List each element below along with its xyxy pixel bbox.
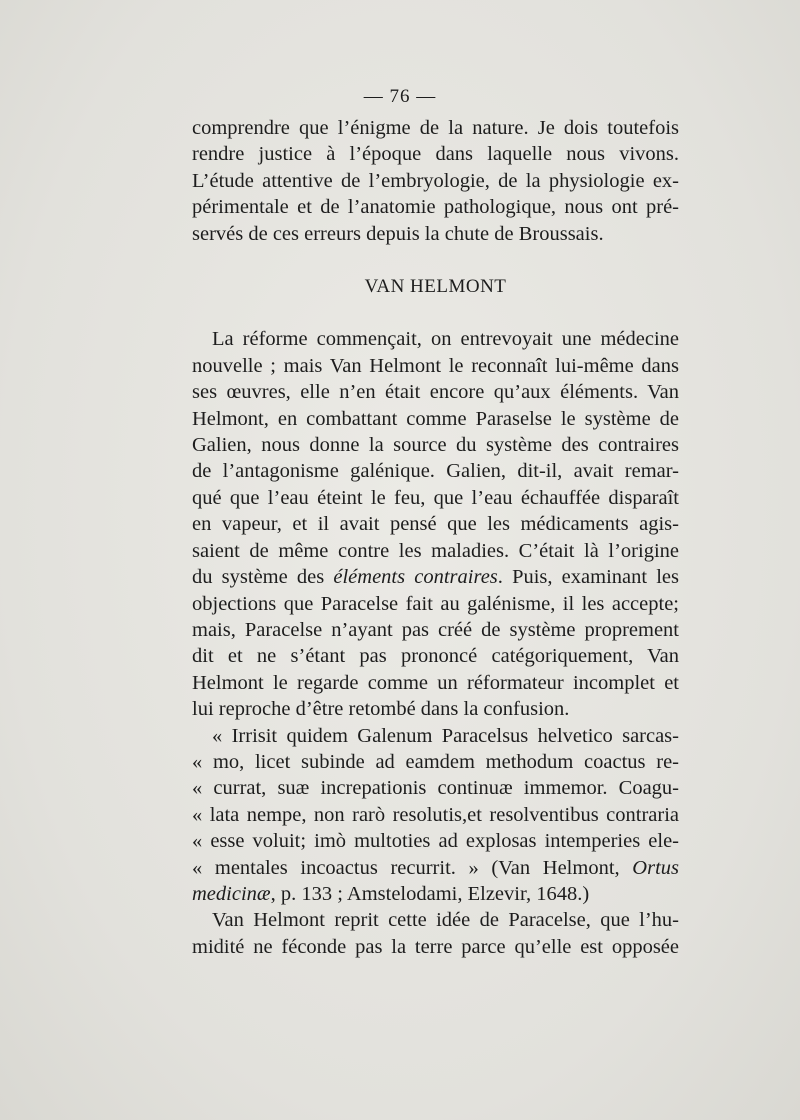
- text-line: saient de même contre les maladies. C’était là l’origine: [192, 539, 679, 562]
- text-line: de l’antagonisme galénique. Galien, dit-il, avait remar-: [192, 460, 679, 483]
- text-line: rendre justice à l’époque dans laquelle nous vivons.: [192, 143, 679, 166]
- quote-line: « lata nempe, non rarò resolutis,et resolventibus contraria: [192, 803, 679, 826]
- text-line: [192, 564, 679, 590]
- italic-term: Ortus: [632, 856, 679, 879]
- page-number: — 76 —: [363, 86, 437, 107]
- quote-line: « Irrisit quidem Galenum Paracelsus helvetico sarcas-: [212, 724, 679, 747]
- text-body: [192, 115, 679, 960]
- text-line: L’étude attentive de l’embryologie, de la physiologie ex-: [192, 169, 679, 192]
- text-line: qué que l’eau éteint le feu, que l’eau échauffée disparaît: [192, 486, 679, 509]
- text-fragment: « mentales incoactus recurrit. » (Van Helmont,: [192, 856, 633, 879]
- text-line: Van Helmont reprit cette idée de Paracelse, que l’hu-: [212, 909, 679, 932]
- text-line: nouvelle ; mais Van Helmont le reconnaît lui-même dans: [192, 354, 679, 377]
- text-line: lui reproche d’être retombé dans la confusion.: [192, 698, 570, 721]
- text-line: Helmont, en combattant comme Paraselse le système de: [192, 407, 679, 430]
- quote-line: « mo, licet subinde ad eamdem methodum coactus re-: [192, 750, 679, 773]
- text-line: périmentale et de l’anatomie pathologique, nous ont pré-: [192, 196, 679, 219]
- quote-line: [192, 881, 679, 907]
- quote-line: « currat, suæ increpationis continuæ immemor. Coagu-: [192, 777, 679, 800]
- text-line: servés de ces erreurs depuis la chute de Broussais.: [192, 222, 604, 245]
- text-line: comprendre que l’énigme de la nature. Je dois toutefois: [192, 117, 679, 139]
- text-line: Galien, nous donne la source du système des contraires: [192, 434, 679, 457]
- text-line: objections que Paracelse fait au galénisme, il les accepte;: [192, 592, 679, 615]
- text-line: Helmont le regarde comme un réformateur incomplet et: [192, 671, 679, 694]
- text-fragment: . Puis, examinant les: [497, 566, 679, 589]
- quote-line: « esse voluit; imò multoties ad explosas intemperies ele-: [192, 830, 679, 853]
- italic-term: éléments contraires: [333, 566, 498, 589]
- text-line: en vapeur, et il avait pensé que les médicaments agis-: [192, 513, 679, 536]
- text-line: mais, Paracelse n’ayant pas créé de système proprement: [192, 618, 679, 641]
- text-line: midité ne féconde pas la terre parce qu’elle est opposée: [192, 935, 679, 958]
- section-heading: VAN HELMONT: [364, 276, 507, 298]
- text-fragment: , p. 133 ; Amstelodami, Elzevir, 1648.): [270, 882, 590, 905]
- text-line: dit et ne s’étant pas prononcé catégoriquement, Van: [192, 645, 679, 668]
- text-fragment: du système des: [192, 566, 334, 589]
- text-line: La réforme commençait, on entrevoyait une médecine: [212, 328, 679, 351]
- italic-term: medicinæ: [192, 882, 271, 905]
- text-line: ses œuvres, elle n’en était encore qu’aux éléments. Van: [192, 381, 679, 404]
- quote-line: [192, 855, 679, 881]
